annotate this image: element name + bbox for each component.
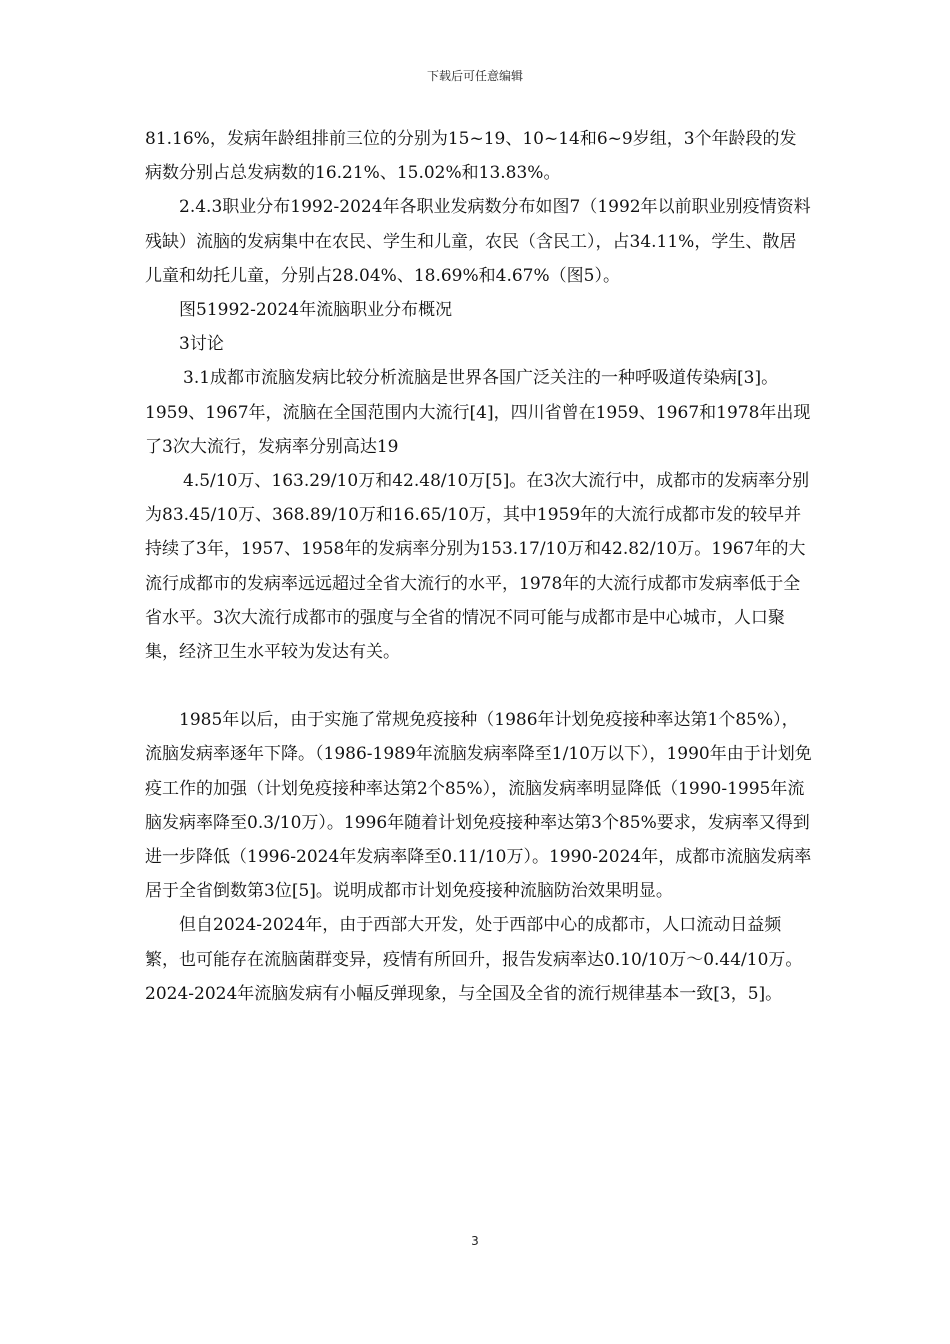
page-header: 下载后可任意编辑	[426, 69, 523, 83]
paragraph-comparison-analysis: 3.1成都市流脑发病比较分析流脑是世界各国广泛关注的一种呼吸道传染病[3]。1959、1967年，流脑在全国范围内大流行[4]，四川省曾在1959、1967和1978年出现了3次大流行，发病率分别高达19	[145, 368, 811, 457]
paragraph-age-distribution: 81.16%，发病年龄组排前三位的分别为15~19、10~14和6~9岁组，3个年龄段的发病数分别占总发病数的16.21%、15.02%和13.83%。	[145, 129, 797, 184]
document-body	[145, 122, 813, 1011]
paragraph-epidemic-rates: 4.5/10万、163.29/10万和42.48/10万[5]。在3次大流行中，成都市的发病率分别为83.45/10万、368.89/10万和16.65/10万，其中1959年的大流行成都市发的较早并持续了3年，1957、1958年的发病率分别为153.17/10万和42.82/10万。1967年的大流行成都市的发病率远远超过全省大流行的水平，1978年的大流行成都市发病率低于全省水平。3次大流行成都市的强度与全省的情况不同可能与成都市是中心城市，人口聚集，经济卫生水平较为发达有关。	[145, 471, 810, 663]
section-heading-discussion: 3讨论	[179, 334, 224, 355]
page-number: 3	[471, 1234, 479, 1248]
paragraph-recent-trend: 但自2024-2024年，由于西部大开发，处于西部中心的成都市，人口流动日益频繁，也可能存在流脑菌群变异，疫情有所回升，报告发病率达0.10/10万～0.44/10万。2024-2024年流脑发病有小幅反弹现象，与全国及全省的流行规律基本一致[3，5]。	[145, 915, 803, 1004]
paragraph-occupation-distribution: 2.4.3职业分布1992-2024年各职业发病数分布如图7（1992年以前职业别疫情资料残缺）流脑的发病集中在农民、学生和儿童，农民（含民工），占34.11%，学生、散居儿童和幼托儿童，分别占28.04%、18.69%和4.67%（图5）。	[145, 197, 811, 286]
paragraph-immunization: 1985年以后，由于实施了常规免疫接种（1986年计划免疫接种率达第1个85%），流脑发病率逐年下降。（1986-1989年流脑发病率降至1/10万以下），1990年由于计划免疫工作的加强（计划免疫接种率达第2个85%），流脑发病率明显降低（1990-1995年流脑发病率降至0.3/10万）。1996年随着计划免疫接种率达第3个85%要求，发病率又得到进一步降低（1996-2024年发病率降至0.11/10万）。1990-2024年，成都市流脑发病率居于全省倒数第3位[5]。说明成都市计划免疫接种流脑防治效果明显。	[145, 710, 812, 902]
figure-caption: 图51992-2024年流脑职业分布概况	[179, 300, 453, 321]
paragraph-spacer	[145, 669, 813, 703]
